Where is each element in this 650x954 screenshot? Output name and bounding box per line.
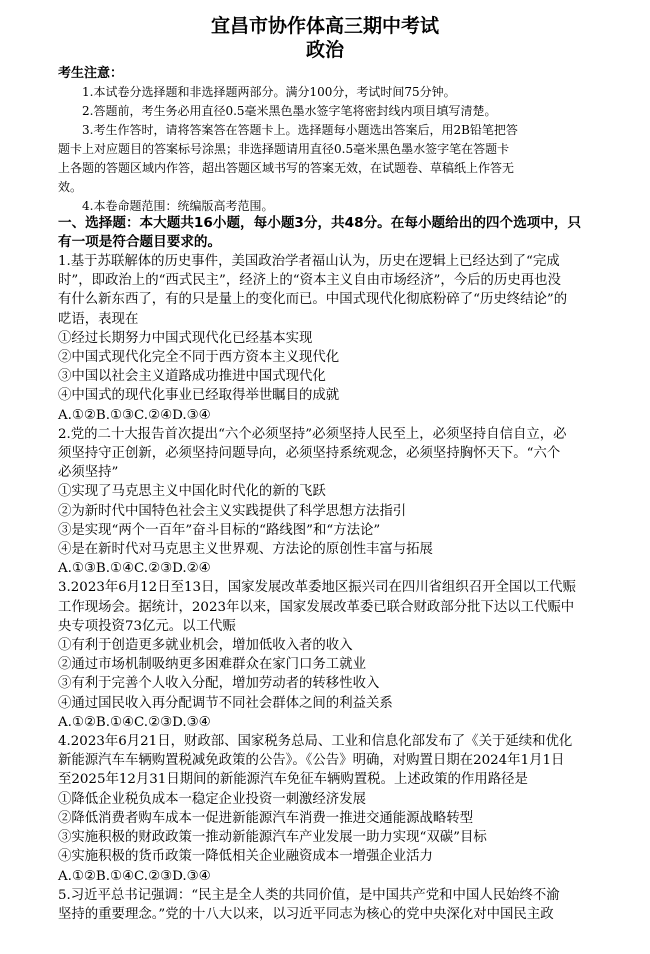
section-heading-line: 有一项是符合题目要求的。 xyxy=(58,234,222,250)
notice-item-line: 1.本试卷分选择题和非选择题两部分。满分100分，考试时间75分钟。 xyxy=(82,85,456,99)
section-heading-line: 一、选择题：本大题共16小题，每小题3分，共48分。在每小题给出的四个选项中，只 xyxy=(58,215,582,231)
question-3 xyxy=(58,578,618,732)
question-option: ③有利于完善个人收入分配，增加劳动者的转移性收入 xyxy=(58,676,380,692)
question-stem-line: 4.2023年6月21日，财政部、国家税务总局、工业和信息化部发布了《关于延续和优化 xyxy=(58,734,573,750)
question-stem-line: 央专项投资73亿元。以工代赈 xyxy=(58,618,236,634)
question-option: ③是实现“两个一百年”奋斗目标的“路线图”和“方法论” xyxy=(58,522,381,538)
question-stem-line: 至2025年12月31日期间的新能源汽车免征车辆购置税。上述政策的作用路径是 xyxy=(58,772,528,788)
notice-item-line: 3.考生作答时，请将答案答在答题卡上。选择题每小题选出答案后，用2B铅笔把答 xyxy=(82,123,518,137)
question-option: ④中国式的现代化事业已经取得举世瞩目的成就 xyxy=(58,388,340,404)
question-5 xyxy=(58,886,618,924)
notice-item-line: 效。 xyxy=(58,180,83,194)
notice-item-line: 2.答题前，考生务必用直径0.5毫米黑色墨水签字笔将密封线内项目填写清楚。 xyxy=(82,104,497,118)
question-option: ①经过长期努力中国式现代化已经基本实现 xyxy=(58,330,313,346)
notice-item-line: 上各题的答题区域内作答，超出答题区域书写的答案无效，在试题卷、草稿纸上作答无 xyxy=(58,161,515,175)
question-option: ①实现了马克思主义中国化时代化的新的飞跃 xyxy=(58,484,326,500)
answer-choices: A.①②B.①③C.②④D.③④ xyxy=(58,407,211,423)
question-stem-line: 5.习近平总书记强调：“民主是全人类的共同价值，是中国共产党和中国人民始终不渝 xyxy=(58,887,560,903)
question-option: ③实施积极的财政政策一推动新能源汽车产业发展一助力实现“双碳”目标 xyxy=(58,830,487,846)
question-stem-line: 时”，即政治上的“西式民主”，经济上的“资本主义自由市场经济”，今后的历史再也没 xyxy=(58,273,561,289)
question-list xyxy=(58,252,618,924)
question-stem-line: 2.党的二十大报告首次提出“六个必须坚持”必须坚持人民至上，必须坚持自信自立，必 xyxy=(58,426,567,442)
answer-choices: A.①②B.①④C.②③D.③④ xyxy=(58,868,211,884)
answer-choices: A.①③B.①④C.②③D.②④ xyxy=(58,561,211,577)
question-2 xyxy=(58,425,618,579)
notice-heading: 考生注意： xyxy=(58,66,124,81)
question-option: ②降低消费者购车成本一促进新能源汽车消费一推进交通能源战略转型 xyxy=(58,810,474,826)
question-stem-line: 工作现场会。据统计，2023年以来，国家发展改革委已联合财政部分批下达以工代赈中 xyxy=(58,599,575,615)
question-option: ④实施积极的货币政策一降低相关企业融资成本一增强企业活力 xyxy=(58,849,433,865)
question-stem-line: 须坚持守正创新，必须坚持问题导向，必须坚持系统观念，必须坚持胸怀天下。“六个 xyxy=(58,446,561,462)
question-option: ①降低企业税负成本一稳定企业投资一刺激经济发展 xyxy=(58,791,366,807)
question-option: ②通过市场机制吸纳更多困难群众在家门口务工就业 xyxy=(58,657,366,673)
exam-title: 宜昌市协作体高三期中考试 xyxy=(210,15,439,37)
question-stem-line: 必须坚持” xyxy=(58,465,119,481)
question-option: ④是在新时代对马克思主义世界观、方法论的原创性丰富与拓展 xyxy=(58,542,433,558)
notice-list xyxy=(58,83,614,216)
question-option: ④通过国民收入再分配调节不同社会群体之间的利益关系 xyxy=(58,695,393,711)
question-option: ②中国式现代化完全不同于西方资本主义现代化 xyxy=(58,350,340,366)
question-stem-line: 3.2023年6月12日至13日，国家发展改革委地区振兴司在四川省组织召开全国以工代赈 xyxy=(58,580,576,596)
question-4 xyxy=(58,732,618,886)
question-stem-line: 1.基于苏联解体的历史事件，美国政治学者福山认为，历史在逻辑上已经达到了“完成 xyxy=(58,254,560,269)
notice-item-line: 题卡上对应题目的答案标号涂黑；非选择题请用直径0.5毫米黑色墨水签字笔在答题卡 xyxy=(58,142,510,156)
section-heading xyxy=(58,214,618,252)
question-option: ②为新时代中国特色社会主义实践提供了科学思想方法指引 xyxy=(58,503,407,519)
question-option: ③中国以社会主义道路成功推进中国式现代化 xyxy=(58,369,326,385)
question-stem-line: 呓语，表现在 xyxy=(58,311,139,327)
question-1 xyxy=(58,252,618,425)
question-option: ①有利于创造更多就业机会，增加低收入者的收入 xyxy=(58,638,353,654)
question-stem-line: 坚持的重要理念。”党的十八大以来，以习近平同志为核心的党中央深化对中国民主政 xyxy=(58,906,554,922)
exam-subject: 政治 xyxy=(305,39,344,61)
question-stem-line: 有什么新东西了，有的只是量上的变化而已。中国式现代化彻底粉碎了“历史终结论”的 xyxy=(58,292,568,308)
answer-choices: A.①②B.①④C.②③D.③④ xyxy=(58,714,211,730)
notice-item-line: 4.本卷命题范围：统编版高考范围。 xyxy=(82,199,274,213)
question-stem-line: 新能源汽车车辆购置税减免政策的公告》。《公告》明确，对购置日期在2024年1月1日 xyxy=(58,753,565,769)
